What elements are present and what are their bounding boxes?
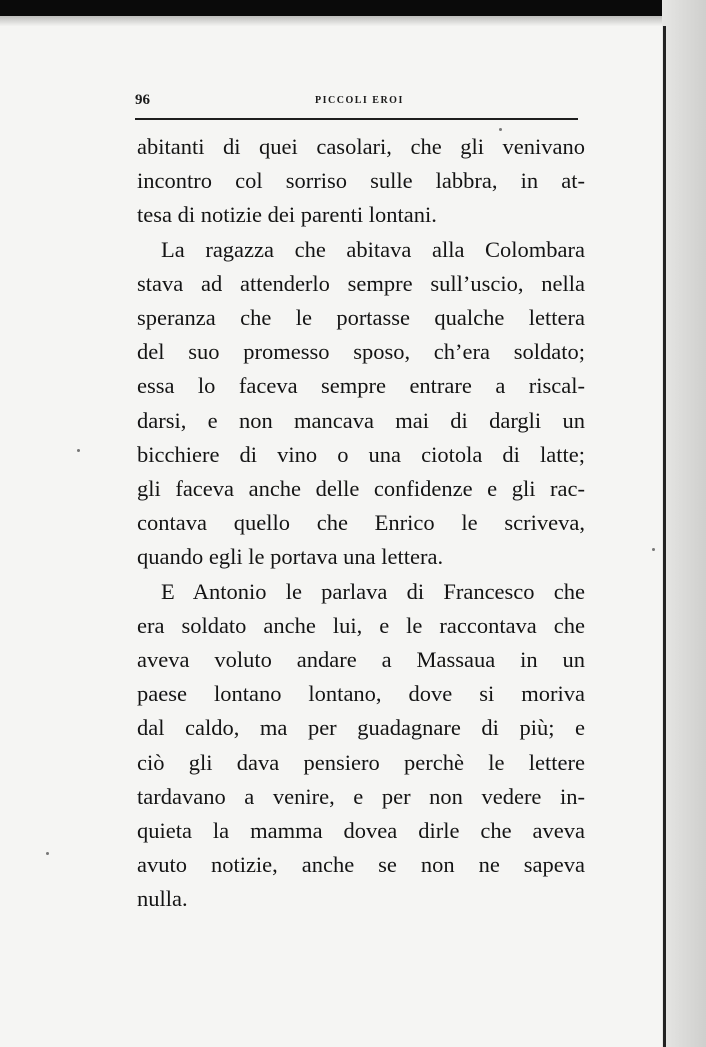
body-text bbox=[137, 130, 585, 917]
text-line: stava ad attenderlo sempre sull’uscio, nella bbox=[137, 270, 585, 296]
text-line: era soldato anche lui, e le raccontava che bbox=[137, 612, 585, 638]
text-line: tardavano a venire, e per non vedere in- bbox=[137, 783, 585, 809]
text-line: nulla. bbox=[137, 886, 188, 912]
text-line: quando egli le portava una lettera. bbox=[137, 544, 444, 570]
page-number: 96 bbox=[135, 92, 150, 108]
page-edge-line bbox=[663, 26, 666, 1047]
text-line: tesa di notizie dei parenti lontani. bbox=[137, 202, 437, 228]
text-line: essa lo faceva sempre entrare a riscal- bbox=[137, 373, 585, 399]
text-line: incontro col sorriso sulle labbra, in at- bbox=[137, 168, 585, 194]
scan-right-margin bbox=[662, 0, 706, 1047]
text-line: quieta la mamma dovea dirle che aveva bbox=[137, 818, 585, 844]
scan-top-shadow bbox=[0, 16, 706, 26]
text-line: gli faceva anche delle confidenze e gli rac- bbox=[137, 476, 585, 502]
text-line: abitanti di quei casolari, che gli venivano bbox=[137, 134, 585, 159]
text-line: aveva voluto andare a Massaua in un bbox=[137, 647, 585, 673]
scan-speck bbox=[77, 449, 80, 452]
text-line: del suo promesso sposo, ch’era soldato; bbox=[137, 339, 585, 365]
book-title: PICCOLI EROI bbox=[315, 95, 404, 106]
text-line: dal caldo, ma per guadagnare di più; e bbox=[137, 715, 585, 741]
paragraph-3 bbox=[137, 575, 585, 917]
text-line: E Antonio le parlava di Francesco che bbox=[161, 578, 585, 604]
paragraph-1 bbox=[137, 130, 585, 233]
text-line: ciò gli dava pensiero perchè le lettere bbox=[137, 749, 585, 775]
header-rule bbox=[135, 118, 578, 120]
text-line: speranza che le portasse qualche lettera bbox=[137, 305, 585, 331]
paragraph-2 bbox=[137, 233, 585, 575]
scan-speck bbox=[652, 548, 655, 551]
running-head bbox=[135, 92, 580, 112]
scan-top-border bbox=[0, 0, 706, 16]
scan-speck bbox=[46, 852, 49, 855]
text-line: avuto notizie, anche se non ne sapeva bbox=[137, 852, 585, 878]
text-line: La ragazza che abitava alla Colombara bbox=[161, 236, 585, 262]
text-line: darsi, e non mancava mai di dargli un bbox=[137, 407, 585, 433]
scan-speck bbox=[499, 128, 502, 131]
text-line: bicchiere di vino o una ciotola di latte; bbox=[137, 441, 585, 467]
text-line: contava quello che Enrico le scriveva, bbox=[137, 510, 585, 536]
text-line: paese lontano lontano, dove si moriva bbox=[137, 681, 585, 707]
